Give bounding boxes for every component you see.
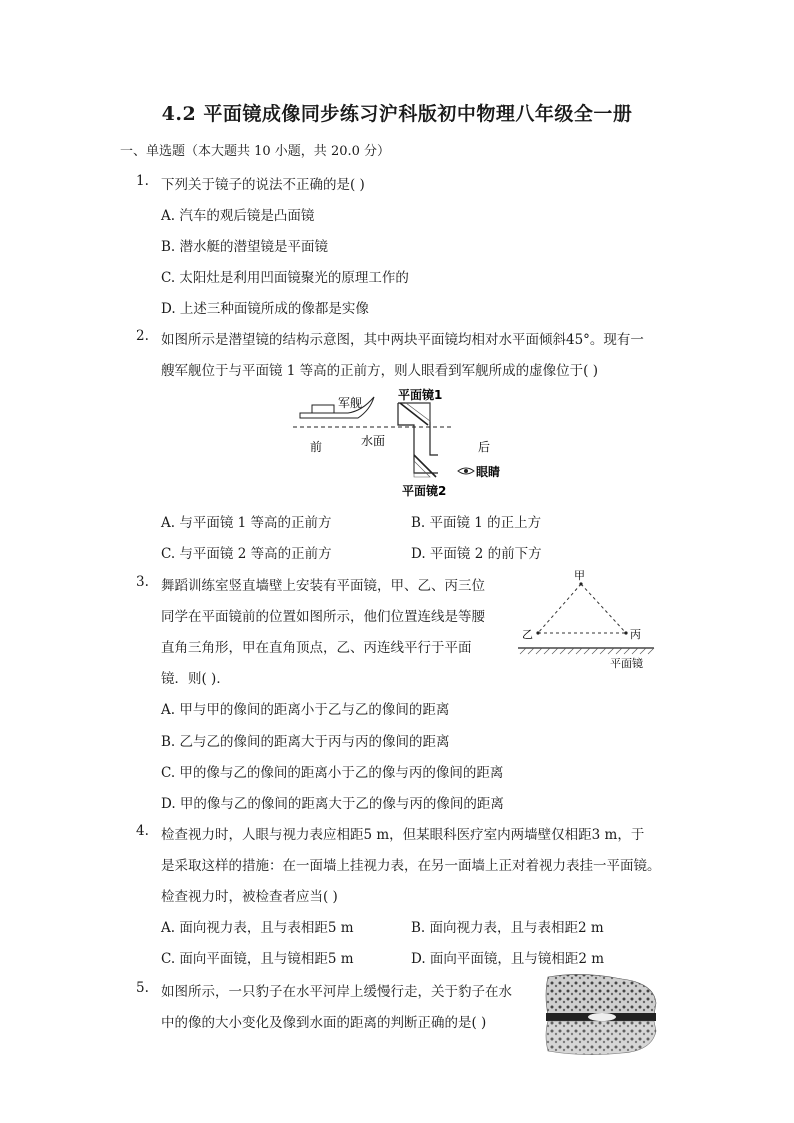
jia-yi-line — [538, 584, 581, 633]
water-label: 水面 — [361, 434, 386, 448]
question-3-stem-line-3: 直角三角形，甲在直角顶点，乙、丙连线平行于平面 — [161, 640, 472, 656]
question-2-option-d: D. 平面镜 2 的前下方 — [411, 546, 542, 562]
question-2-number: 2. — [136, 328, 149, 344]
question-3-option-c: C. 甲的像与乙的像间的距离小于乙的像与丙的像间的距离 — [161, 765, 504, 781]
question-4-option-b: B. 面向视力表，且与表相距2 m — [411, 920, 604, 936]
question-4-stem-line-3: 检查视力时，被检查者应当( ) — [161, 889, 338, 905]
mirror-1-label: 平面镜1 — [398, 388, 443, 402]
mirror-2 — [414, 455, 436, 477]
ship-label: 军舰 — [338, 396, 363, 410]
jia-bing-line — [581, 584, 626, 633]
page-title: 4.2 平面镜成像同步练习沪科版初中物理八年级全一册 — [161, 103, 633, 125]
question-2-stem-line-1: 如图所示是潜望镜的结构示意图，其中两块平面镜均相对水平面倾斜45°。现有一 — [161, 332, 644, 348]
question-4-stem-line-2: 是采取这样的措施：在一面墙上挂视力表，在另一面墙上正对着视力表挂一平面镜。 — [161, 858, 661, 874]
question-3-option-d: D. 甲的像与乙的像间的距离大于乙的像与丙的像间的距离 — [161, 796, 504, 812]
question-4-option-d: D. 面向平面镜，且与镜相距2 m — [411, 951, 605, 967]
question-5-number: 5. — [136, 980, 149, 996]
leopard-shape — [546, 974, 656, 1015]
ship-cabin — [312, 405, 334, 413]
question-5-stem-line-1: 如图所示，一只豹子在水平河岸上缓慢行走，关于豹子在水 — [161, 984, 512, 1000]
question-1-option-b: B. 潜水艇的潜望镜是平面镜 — [161, 239, 329, 255]
mirror-hatch — [520, 648, 654, 654]
question-1-option-c: C. 太阳灶是利用凹面镜聚光的原理工作的 — [161, 270, 409, 286]
mirror-2-label: 平面镜2 — [402, 484, 447, 498]
question-1-option-d: D. 上述三种面镜所成的像都是实像 — [161, 301, 369, 317]
mirror-1 — [400, 403, 428, 425]
question-3-option-a: A. 甲与甲的像间的距离小于乙与乙的像间的距离 — [161, 702, 450, 718]
question-3-stem-line-1: 舞蹈训练室竖直墙壁上安装有平面镜，甲、乙、丙三位 — [161, 578, 485, 594]
section-heading: 一、单选题（本大题共 10 小题，共 20.0 分） — [120, 144, 391, 159]
question-1-stem: 下列关于镜子的说法不正确的是( ) — [161, 177, 365, 193]
question-4-number: 4. — [136, 823, 149, 839]
jia-label: 甲 — [574, 569, 585, 582]
periscope-tube — [398, 403, 438, 473]
question-4-option-c: C. 面向平面镜，且与镜相距5 m — [161, 951, 354, 967]
periscope-diagram — [288, 385, 518, 500]
question-1-number: 1. — [136, 173, 149, 189]
mirror-label: 平面镜 — [610, 657, 643, 670]
question-2-stem-line-2: 艘军舰位于与平面镜 1 等高的正前方，则人眼看到军舰所成的虚像位于( ) — [161, 363, 598, 379]
question-3-option-b: B. 乙与乙的像间的距离大于丙与丙的像间的距离 — [161, 734, 450, 750]
leopard-reflection-photo — [542, 973, 660, 1057]
question-4-option-a: A. 面向视力表，且与表相距5 m — [161, 920, 354, 936]
leopard-reflection-shape — [546, 1021, 656, 1055]
mirror-1-hatch — [406, 403, 430, 421]
question-2-option-b: B. 平面镜 1 的正上方 — [411, 515, 542, 531]
question-3-number: 3. — [136, 574, 149, 590]
eye-label: 眼睛 — [476, 465, 501, 479]
question-3-stem-line-4: 镜．则( )． — [161, 671, 230, 687]
question-5-stem-line-2: 中的像的大小变化及像到水面的距离的判断正确的是( ) — [161, 1015, 487, 1031]
question-4-stem-line-1: 检查视力时，人眼与视力表应相距5 m，但某眼科医疗室内两墙壁仅相距3 m，于 — [161, 827, 645, 843]
question-2-option-c: C. 与平面镜 2 等高的正前方 — [161, 546, 332, 562]
bing-label: 丙 — [630, 628, 641, 641]
front-label: 前 — [310, 440, 323, 454]
question-2-option-a: A. 与平面镜 1 等高的正前方 — [161, 515, 332, 531]
question-1-option-a: A. 汽车的观后镜是凸面镜 — [161, 208, 315, 224]
question-3-stem-line-2: 同学在平面镜前的位置如图所示，他们位置连线是等腰 — [161, 609, 485, 625]
mirror-triangle-diagram — [512, 566, 660, 672]
back-label: 后 — [478, 440, 491, 454]
ship-hull — [300, 397, 374, 418]
yi-label: 乙 — [522, 628, 533, 641]
